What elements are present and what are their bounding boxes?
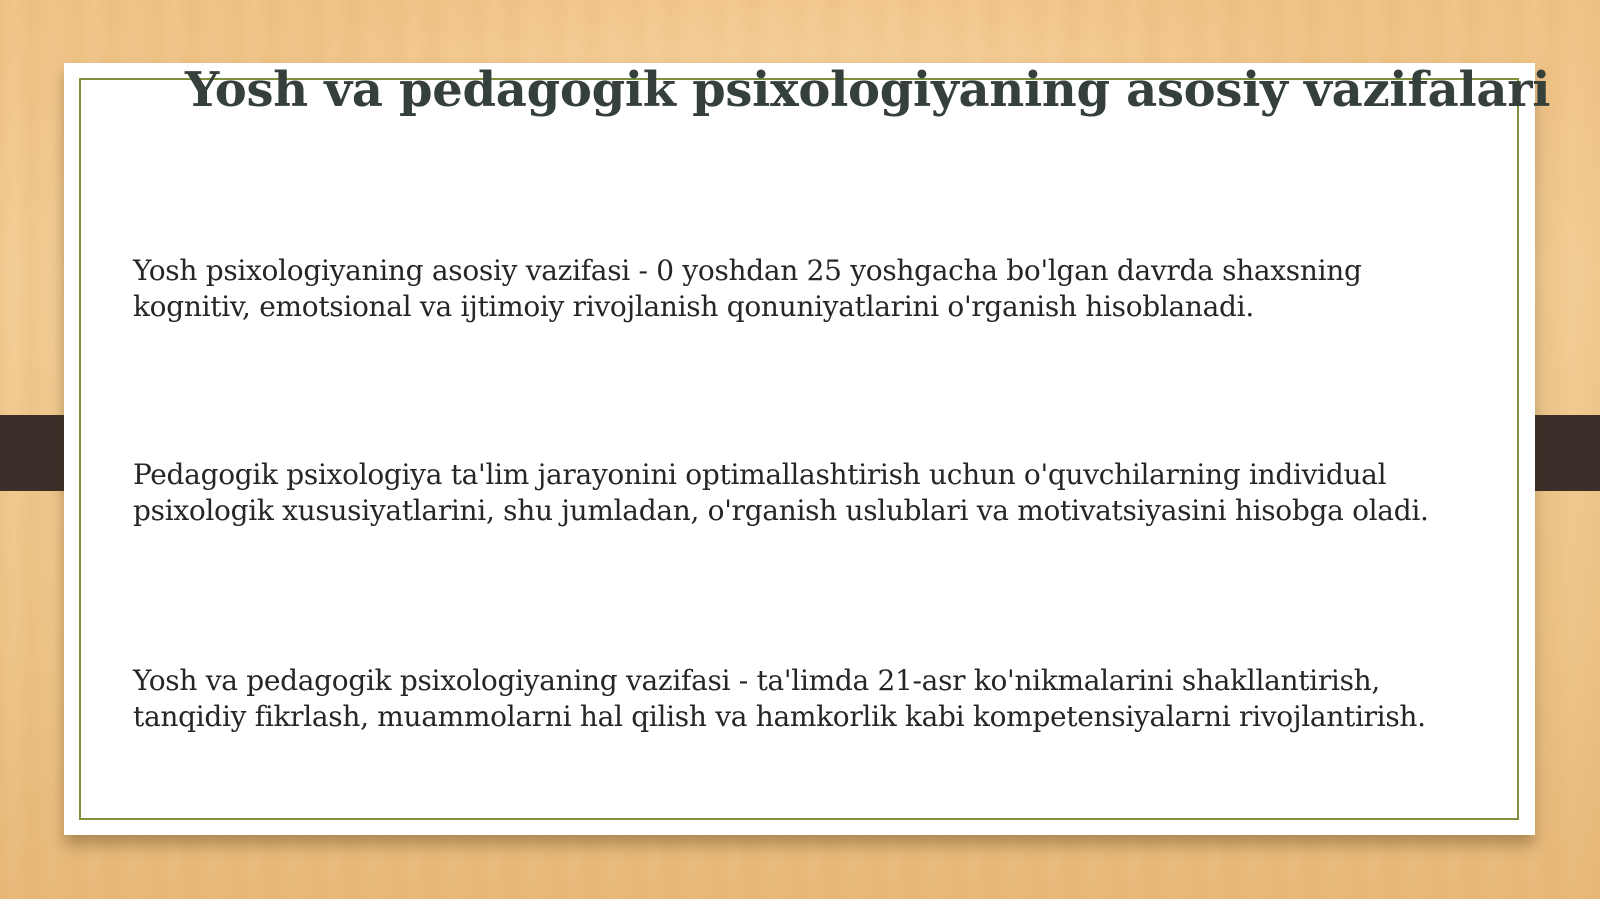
paragraph-age-psychology — [133, 253, 1498, 325]
paragraph-line: kognitiv, emotsional va ijtimoiy rivojlanish qonuniyatlarini o'rganish hisoblanadi. — [133, 290, 1254, 323]
paragraph-line: psixologik xususiyatlarini, shu jumladan, o'rganish uslublari va motivatsiyasini hisobga oladi. — [133, 494, 1429, 527]
paragraph-21st-century-skills — [133, 663, 1498, 735]
paragraph-line: Pedagogik psixologiya ta'lim jarayonini optimallashtirish uchun o'quvchilarning individual — [133, 458, 1387, 491]
paragraph-pedagogical-psychology — [133, 457, 1498, 529]
slide-title: Yosh va pedagogik psixologiyaning asosiy vazifalari — [185, 62, 1551, 118]
paragraph-line: Yosh psixologiyaning asosiy vazifasi - 0 yoshdan 25 yoshgacha bo'lgan davrda shaxsning — [133, 254, 1362, 287]
paragraph-line: Yosh va pedagogik psixologiyaning vazifasi - ta'limda 21-asr ko'nikmalarini shakllantirish, — [133, 664, 1380, 697]
paragraph-line: tanqidiy fikrlash, muammolarni hal qilish va hamkorlik kabi kompetensiyalarni rivojlantirish. — [133, 700, 1426, 733]
